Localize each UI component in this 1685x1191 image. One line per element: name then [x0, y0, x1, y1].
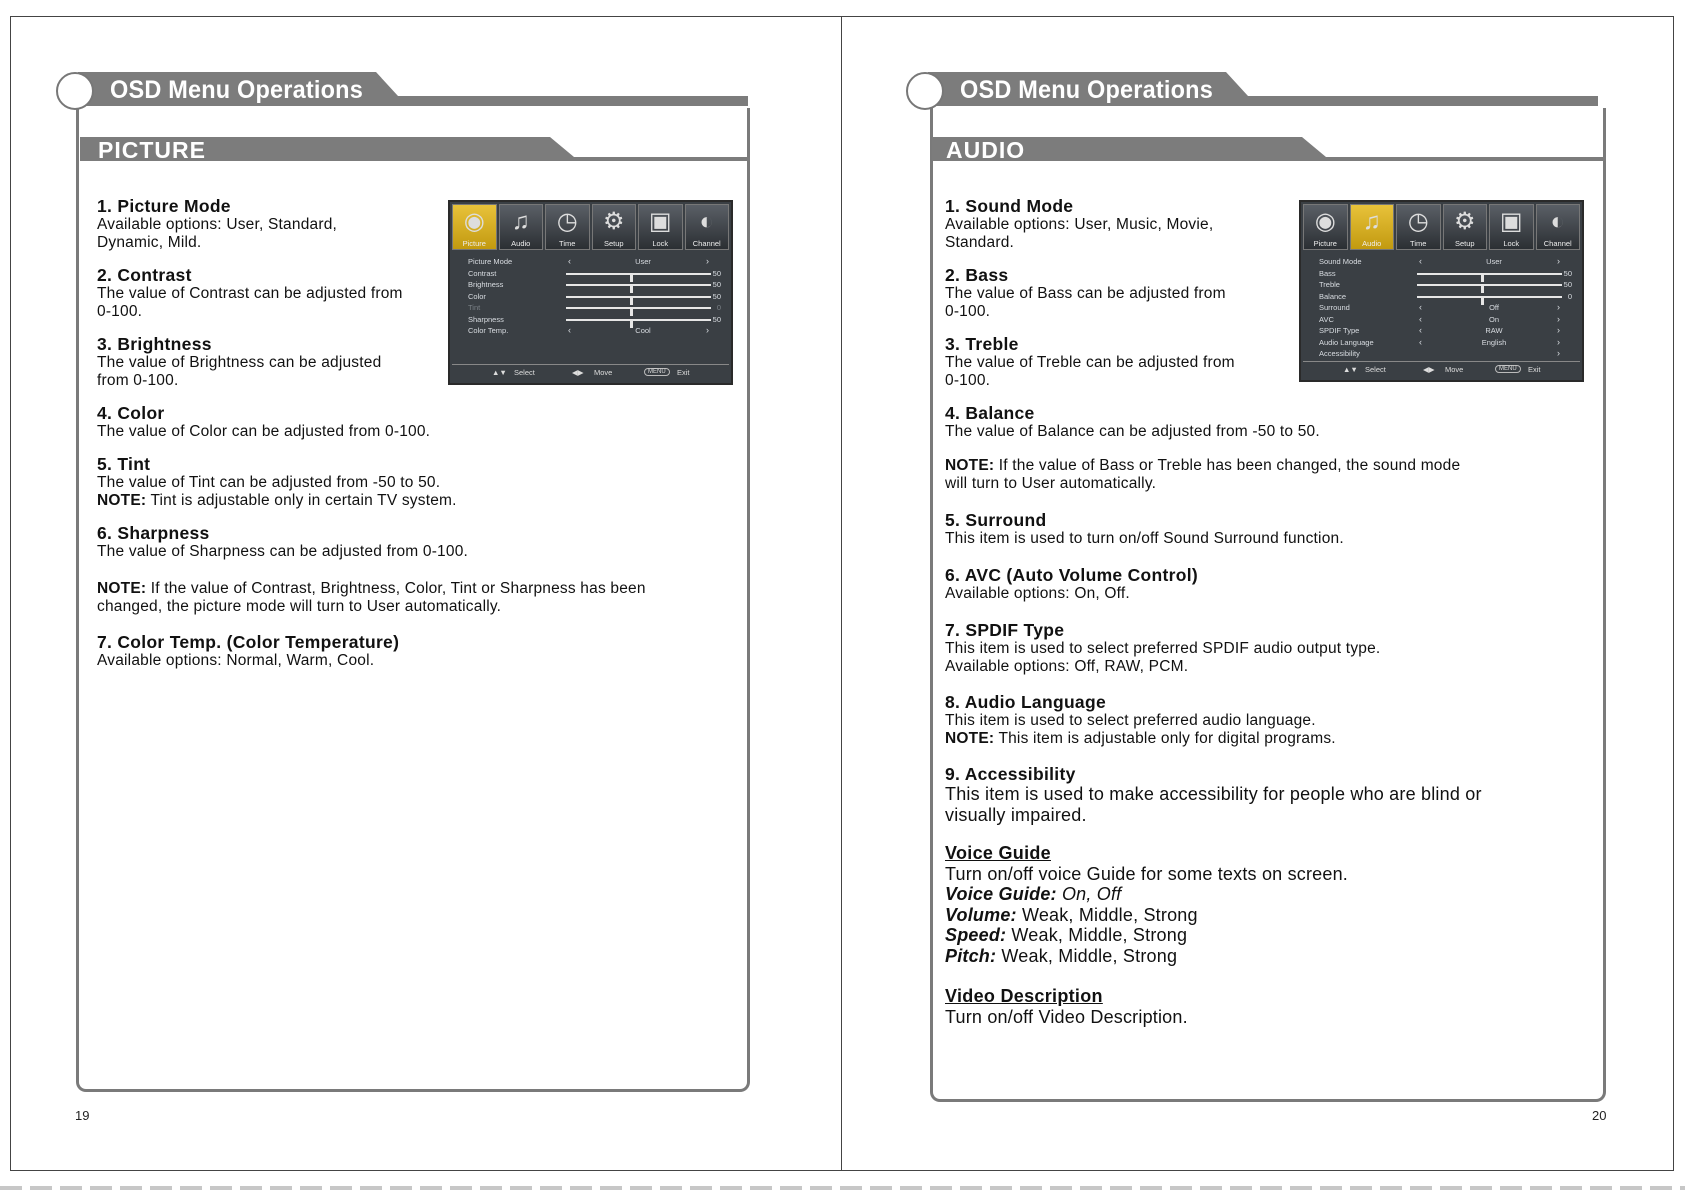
- arrow-right-icon: ›: [1557, 336, 1560, 347]
- section-title: AUDIO: [946, 137, 1026, 163]
- speed-option: [945, 925, 1585, 946]
- item-balance: [945, 403, 1585, 441]
- gear-icon: ⚙ Setup: [1443, 204, 1488, 250]
- osd-row-number: 50: [712, 314, 721, 324]
- item-line: This item is used to select preferred audio language.: [945, 712, 1316, 729]
- satellite-dish-icon: ◐ Channel: [1536, 204, 1581, 250]
- item-heading: 1. Picture Mode: [97, 196, 231, 216]
- item-line: 0-100.: [945, 303, 991, 320]
- option-text: Weak, Middle, Strong: [1016, 904, 1198, 925]
- left-right-icon: ◀▶: [572, 368, 584, 377]
- osd-row-spdif-type: [1319, 325, 1572, 337]
- osd-icon-caption: Audio: [511, 239, 531, 248]
- item-line: Available options: Off, RAW, PCM.: [945, 658, 1189, 675]
- item-line: Standard.: [945, 234, 1015, 251]
- item-line: from 0-100.: [97, 372, 179, 389]
- option-label: Speed:: [945, 925, 1007, 945]
- osd-row-treble: [1319, 279, 1572, 291]
- osd-row-number: 50: [712, 268, 721, 278]
- osd-row-label: Audio Language: [1319, 337, 1374, 347]
- option-label: Voice Guide:: [945, 884, 1057, 904]
- item-line: The value of Brightness can be adjusted: [97, 354, 382, 371]
- item-line: The value of Sharpness can be adjusted from 0-100.: [97, 543, 469, 560]
- osd-row-label: Contrast: [468, 268, 497, 278]
- osd-footer: [1303, 361, 1580, 378]
- osd-row-label: Brightness: [468, 280, 504, 289]
- item-line: This item is used to make accessibility for people who are blind or: [945, 784, 1482, 804]
- option-label: Pitch:: [945, 945, 997, 966]
- arrow-left-icon: ‹: [1419, 256, 1422, 266]
- item-heading: 2. Contrast: [97, 265, 192, 285]
- item-line: visually impaired.: [945, 804, 1087, 825]
- lock-icon: ▣ Lock: [1489, 204, 1534, 250]
- footer-move: Move: [1445, 365, 1464, 374]
- item-heading: 6. Sharpness: [97, 523, 210, 543]
- osd-audio-menu: [1299, 200, 1584, 382]
- osd-footer: [452, 364, 729, 381]
- osd-row-value: RAW: [1485, 326, 1503, 335]
- osd-row-label: Surround: [1319, 303, 1350, 312]
- item-heading: 5. Tint: [97, 454, 151, 474]
- item-heading: 7. Color Temp. (Color Temperature): [97, 632, 400, 652]
- arrow-right-icon: ›: [1557, 256, 1560, 266]
- header-title: OSD Menu Operations: [110, 76, 363, 104]
- page-left: [0, 0, 842, 1191]
- osd-row-color: [468, 291, 721, 303]
- item-line: The value of Balance can be adjusted from -50 to 50.: [945, 423, 1320, 440]
- arrow-left-icon: ‹: [1419, 302, 1422, 312]
- item-accessibility: [945, 764, 1585, 825]
- item-line: The value of Color can be adjusted from 0-100.: [97, 423, 431, 440]
- gear-icon: ⚙ Setup: [592, 204, 637, 250]
- menu-key-icon: MENU: [1495, 365, 1521, 373]
- item-heading: 3. Treble: [945, 334, 1019, 354]
- item-note: [945, 457, 1585, 475]
- osd-row-number: 0: [1567, 291, 1572, 301]
- osd-icon-caption: Time: [1410, 239, 1427, 248]
- up-down-icon: ▲▼: [492, 368, 507, 377]
- osd-icon-caption: Channel: [1543, 239, 1572, 248]
- item-heading: 4. Color: [97, 403, 165, 423]
- osd-row-avc: [1319, 314, 1572, 326]
- item-line: The value of Contrast can be adjusted from: [97, 285, 403, 302]
- clock-icon: ◷ Time: [545, 204, 590, 250]
- osd-rows: [468, 256, 721, 337]
- item-surround: [945, 510, 1585, 548]
- osd-row-sound-mode: [1319, 256, 1572, 268]
- osd-row-number: 50: [712, 291, 721, 301]
- item-line: 0-100.: [945, 372, 991, 389]
- item-heading: 5. Surround: [945, 510, 1047, 530]
- header-tab: [908, 72, 1598, 110]
- osd-icon-bar: [452, 204, 729, 250]
- item-note: [945, 730, 1585, 748]
- item-heading: 6. AVC (Auto Volume Control): [945, 565, 1199, 585]
- pitch-option: [945, 946, 1585, 967]
- camera-icon: ◉ Picture: [452, 204, 497, 250]
- osd-row-accessibility: [1319, 348, 1572, 360]
- note-label: NOTE:: [945, 457, 995, 474]
- osd-row-audio-language: [1319, 337, 1572, 349]
- osd-row-label: Color Temp.: [468, 326, 509, 335]
- voice-guide-block: [945, 843, 1585, 966]
- osd-row-brightness: [468, 279, 721, 291]
- osd-row-number: 50: [1563, 280, 1572, 289]
- arrow-right-icon: ›: [1557, 348, 1560, 358]
- osd-icon-caption: Lock: [1503, 239, 1520, 248]
- osd-icon-caption: Picture: [462, 239, 486, 248]
- item-audio-note: [945, 457, 1585, 493]
- osd-icon-caption: Audio: [1362, 239, 1382, 248]
- slider-track: [566, 273, 711, 275]
- section-title: PICTURE: [98, 137, 206, 163]
- footer-select: Select: [1365, 365, 1386, 374]
- page-number: 19: [75, 1108, 90, 1123]
- item-tint: [97, 454, 737, 510]
- slider-track: [566, 296, 711, 298]
- option-label: Volume:: [945, 904, 1017, 925]
- osd-row-number: 0: [716, 303, 721, 312]
- music-note-icon: ♫ Audio: [1350, 204, 1395, 250]
- item-note: [97, 492, 737, 510]
- footer-exit: Exit: [677, 368, 690, 377]
- item-avc: [945, 565, 1585, 603]
- item-line: Dynamic, Mild.: [97, 234, 202, 251]
- section-tab: [932, 137, 1606, 163]
- item-line: Available options: On, Off.: [945, 585, 1130, 602]
- item-line: Available options: Normal, Warm, Cool.: [97, 652, 375, 669]
- item-sharpness: [97, 523, 737, 561]
- osd-row-value: Off: [1489, 303, 1499, 312]
- item-line: This item is used to turn on/off Sound Surround function.: [945, 530, 1344, 547]
- osd-row-label: Bass: [1319, 268, 1336, 278]
- item-line: The value of Bass can be adjusted from: [945, 285, 1226, 302]
- slider-track: [566, 319, 711, 321]
- header-tab: [58, 72, 748, 110]
- header-circle: [56, 72, 94, 110]
- video-description-block: [945, 986, 1585, 1027]
- osd-picture-menu: [448, 200, 733, 385]
- arrow-right-icon: ›: [1557, 302, 1560, 312]
- section-tab-shape: [932, 137, 1606, 163]
- page-number: 20: [1592, 1108, 1607, 1123]
- note-text: Tint is adjustable only in certain TV system.: [146, 492, 457, 509]
- up-down-icon: ▲▼: [1343, 365, 1358, 374]
- footer-select: Select: [514, 368, 535, 377]
- osd-row-label: Tint: [468, 303, 481, 312]
- slider-track: [1417, 284, 1562, 286]
- note-label: NOTE:: [945, 730, 995, 747]
- left-right-icon: ◀▶: [1423, 365, 1435, 374]
- osd-row-label: Sharpness: [468, 314, 504, 324]
- item-heading: 1. Sound Mode: [945, 196, 1074, 216]
- osd-row-balance: [1319, 291, 1572, 303]
- voice-guide-heading: Voice Guide: [945, 843, 1051, 863]
- slider-track: [1417, 273, 1562, 275]
- osd-row-label: AVC: [1319, 314, 1334, 324]
- item-heading: 2. Bass: [945, 265, 1009, 285]
- osd-icon-caption: Channel: [692, 239, 721, 248]
- item-audio-language: [945, 692, 1585, 748]
- arrow-left-icon: ‹: [1419, 325, 1422, 335]
- osd-row-color-temp: [468, 325, 721, 337]
- header-title: OSD Menu Operations: [960, 76, 1213, 104]
- music-note-icon: ♫ Audio: [499, 204, 544, 250]
- lock-icon: ▣ Lock: [638, 204, 683, 250]
- item-spdif-type: [945, 620, 1585, 676]
- osd-row-label: Treble: [1319, 280, 1340, 289]
- item-line: Available options: User, Standard,: [97, 216, 338, 233]
- osd-row-value: English: [1481, 337, 1507, 347]
- video-description-line: Turn on/off Video Description.: [945, 1006, 1188, 1027]
- page-right: [852, 0, 1685, 1191]
- footer-exit: Exit: [1528, 365, 1541, 374]
- osd-row-label: Balance: [1319, 291, 1347, 301]
- volume-option: [945, 905, 1585, 926]
- slider-track: [566, 284, 711, 286]
- camera-icon: ◉ Picture: [1303, 204, 1348, 250]
- osd-row-value: User: [635, 257, 651, 266]
- slider-track: [566, 307, 711, 309]
- osd-row-label: SPDIF Type: [1319, 326, 1360, 335]
- osd-icon-bar: [1303, 204, 1580, 250]
- osd-row-value: On: [1488, 314, 1499, 324]
- osd-row-bass: [1319, 268, 1572, 280]
- osd-row-label: Accessibility: [1319, 349, 1360, 358]
- video-description-heading: Video Description: [945, 986, 1103, 1006]
- osd-icon-caption: Lock: [652, 239, 669, 248]
- osd-row-label: Sound Mode: [1319, 257, 1362, 266]
- osd-icon-caption: Setup: [1454, 239, 1475, 248]
- item-heading: 4. Balance: [945, 403, 1035, 423]
- arrow-left-icon: ‹: [1419, 336, 1422, 347]
- item-heading: 8. Audio Language: [945, 692, 1106, 712]
- slider-track: [1417, 296, 1562, 298]
- item-color: [97, 403, 737, 441]
- osd-row-tint: [468, 302, 721, 314]
- osd-icon-caption: Time: [559, 239, 576, 248]
- option-text: Weak, Middle, Strong: [996, 945, 1178, 966]
- item-picture-note: [97, 580, 737, 616]
- osd-icon-caption: Setup: [603, 239, 624, 248]
- satellite-dish-icon: ◐ Channel: [685, 204, 730, 250]
- note-text: If the value of Bass or Treble has been changed, the sound mode: [994, 457, 1461, 474]
- item-heading: 3. Brightness: [97, 334, 212, 354]
- item-line: This item is used to select preferred SPDIF audio output type.: [945, 640, 1381, 657]
- option-text: Weak, Middle, Strong: [1006, 925, 1188, 945]
- osd-row-label: Picture Mode: [468, 257, 513, 266]
- item-line: Available options: User, Music, Movie,: [945, 216, 1214, 233]
- arrow-left-icon: ‹: [568, 256, 571, 266]
- section-tab: [80, 137, 750, 163]
- osd-row-surround: [1319, 302, 1572, 314]
- option-text: On, Off: [1056, 884, 1122, 904]
- clock-icon: ◷ Time: [1396, 204, 1441, 250]
- item-line: The value of Treble can be adjusted from: [945, 354, 1235, 371]
- osd-icon-caption: Picture: [1313, 239, 1337, 248]
- osd-row-contrast: [468, 268, 721, 280]
- arrow-right-icon: ›: [706, 256, 709, 266]
- osd-row-number: 50: [712, 280, 721, 289]
- item-color-temp: [97, 632, 737, 670]
- arrow-left-icon: ‹: [568, 325, 571, 335]
- item-note: [97, 580, 737, 598]
- item-line: The value of Tint can be adjusted from -50 to 50.: [97, 474, 441, 491]
- note-label: NOTE:: [97, 580, 147, 597]
- osd-row-label: Color: [468, 291, 486, 301]
- item-line: 0-100.: [97, 303, 143, 320]
- arrow-right-icon: ›: [1557, 325, 1560, 335]
- osd-row-value: User: [1486, 257, 1502, 266]
- note-label: NOTE:: [97, 492, 147, 509]
- item-heading: 9. Accessibility: [945, 764, 1076, 784]
- osd-row-value: Cool: [635, 326, 651, 335]
- arrow-right-icon: ›: [706, 325, 709, 335]
- osd-rows: [1319, 256, 1572, 360]
- item-heading: 7. SPDIF Type: [945, 620, 1065, 640]
- voice-guide-line: Turn on/off voice Guide for some texts on screen.: [945, 863, 1348, 884]
- item-line: changed, the picture mode will turn to User automatically.: [97, 598, 502, 615]
- voice-guide-option: [945, 884, 1585, 905]
- footer-move: Move: [594, 368, 613, 377]
- item-line: will turn to User automatically.: [945, 475, 1157, 492]
- header-circle: [906, 72, 944, 110]
- osd-row-sharpness: [468, 314, 721, 326]
- note-text: If the value of Contrast, Brightness, Color, Tint or Sharpness has been: [146, 580, 646, 597]
- note-text: This item is adjustable only for digital programs.: [994, 730, 1336, 747]
- osd-row-number: 50: [1563, 268, 1572, 278]
- arrow-right-icon: ›: [1557, 313, 1560, 324]
- menu-key-icon: MENU: [644, 368, 670, 376]
- arrow-left-icon: ‹: [1419, 313, 1422, 324]
- osd-row-picture-mode: [468, 256, 721, 268]
